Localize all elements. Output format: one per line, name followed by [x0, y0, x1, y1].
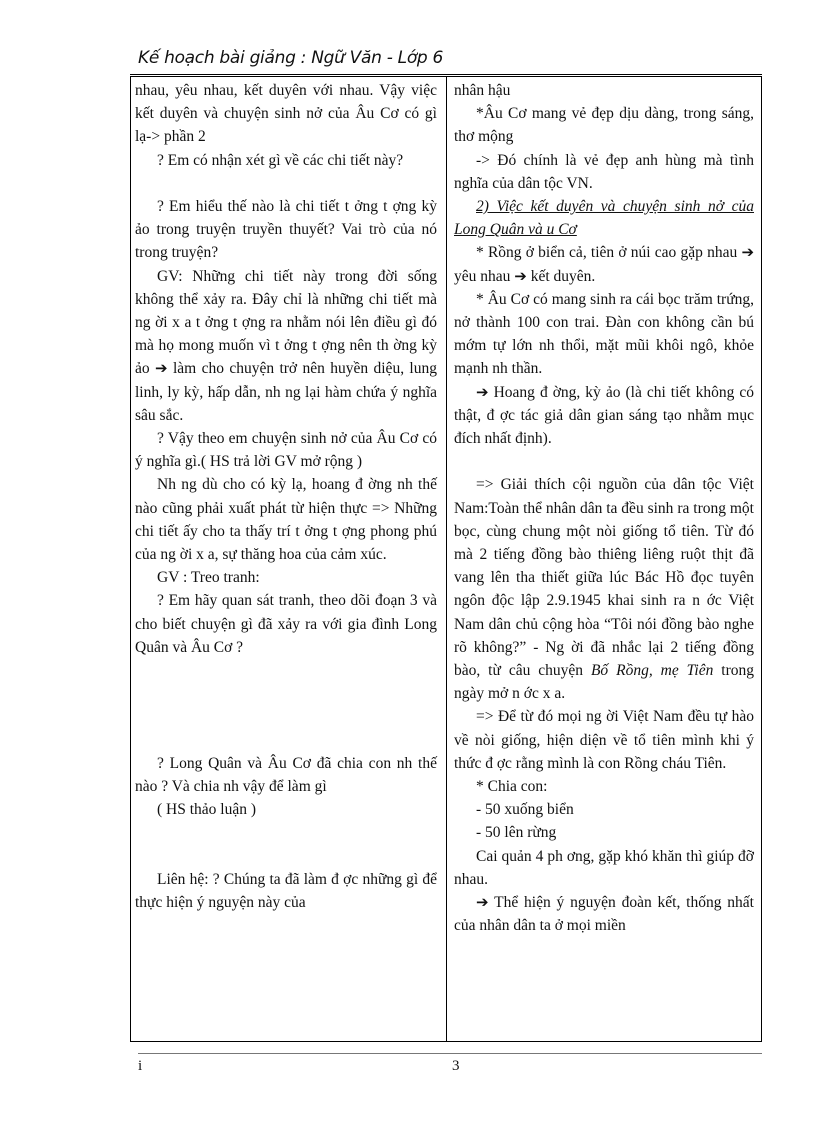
right-text-3: -> Đó chính là vẻ đẹp anh hùng mà tình nghĩa của dân tộc VN. — [454, 151, 754, 192]
content-column — [454, 79, 754, 938]
right-text-13: ➔ Thể hiện ý nguyện đoàn kết, thống nhất của nhân dân ta ở mọi miền — [454, 893, 754, 935]
right-text-11: - 50 lên rừng — [476, 824, 557, 842]
column-divider — [446, 77, 447, 1041]
left-text-2: Nh ng dù cho có kỳ lạ, hoang đ ờng nh thế nào cũng phải xuất phát từ hiện thực => Những chi tiết ấy cho ta thấy trí t ởng t ợng phong phú của ng ời x a, sự thăng hoa của cảm xúc. — [135, 476, 437, 564]
right-text-10: - 50 xuống biển — [476, 801, 574, 819]
right-text-2: *Âu Cơ mang vẻ đẹp dịu dàng, trong sáng, thơ mộng — [454, 105, 754, 146]
arrow-icon: ➔ — [476, 893, 489, 912]
right-text-7: => Giải thích cội nguồn của dân tộc Việt Nam:Toàn thể nhân dân ta đều sinh ra trong một bọc, cùng chung một nòi giống tổ tiên. Từ đó mà 2 tiếng đồng bào thiêng liêng ruột thịt đã vang lên tha thiết giữa lúc Bác Hồ đọc tuyên ngôn độc lập 2.9.1945 khai sinh ra n ớc Việt Nam dân chủ cộng hòa “Tôi nói đồng bào nghe rõ không?” - Ng ời đã nhắc lại 2 tiếng đồng bào, từ câu chuyện Bố Rồng, mẹ Tiên trong ngày mở n ớc x a. — [454, 476, 755, 703]
right-section-heading: 2) Việc kết duyên và chuyện sinh nở của Long Quân và u Cơ — [454, 198, 754, 239]
header-rule — [130, 74, 762, 75]
left-question-4: ? Em hãy quan sát tranh, theo dõi đoạn 3 và cho biết chuyện gì đã xảy ra với gia đình Long Quân và Âu Cơ ? — [135, 592, 437, 656]
lesson-table — [130, 76, 762, 1042]
footer-rule — [138, 1053, 762, 1054]
page-number: 3 — [452, 1058, 460, 1074]
page-header-title: Kế hoạch bài giảng : Ngữ Văn - Lớp 6 — [138, 48, 444, 68]
left-gv-picture: GV : Treo tranh: — [157, 569, 260, 587]
right-text-5: * Âu Cơ có mang sinh ra cái bọc trăm trứng, nở thành 100 con trai. Đàn con không cần bú mớm tự lớn nh thổi, mặt mũi khôi ngô, khỏe mạnh nh thần. — [454, 290, 754, 378]
arrow-icon: ➔ — [476, 382, 489, 401]
left-question-2: ? Em hiểu thế nào là chi tiết t ởng t ợng kỳ ảo trong truyện truyền thuyết? Vai trò của nó trong truyện? — [135, 198, 437, 262]
left-gv-note: GV: Những chi tiết này trong đời sống không thể xảy ra. Đây chỉ là những chi tiết mà ng ời x a t ởng t ợng ra nhằm nói lên điều gì đó mà họ mong muốn vì t ởng t ợng nên th ờng kỳ ảo ➔ làm cho chuyện trở nên huyền diệu, lung linh, ly kỳ, hấp dẫn, nh ng lại hàm chứa ý nghĩa sâu sắc. — [135, 267, 437, 424]
arrow-icon: ➔ — [514, 266, 527, 285]
left-discussion: ( HS thảo luận ) — [157, 801, 257, 819]
left-connection: Liên hệ: ? Chúng ta đã làm đ ợc những gì để thực hiện ý nguyện này của — [135, 870, 437, 912]
right-text-9: * Chia con: — [476, 778, 548, 796]
right-text-12: Cai quản 4 ph ơng, gặp khó khăn thì giúp đỡ nhau. — [454, 847, 754, 888]
left-question-3: ? Vậy theo em chuyện sinh nở của Âu Cơ có ý nghĩa gì.( HS trả lời GV mở rộng ) — [135, 430, 437, 471]
right-text-4: * Rồng ở biển cả, tiên ở núi cao gặp nhau ➔ yêu nhau ➔ kết duyên. — [454, 243, 755, 285]
left-question-5: ? Long Quân và Âu Cơ đã chia con nh thế nào ? Và chia nh vậy để làm gì — [135, 754, 437, 796]
left-text-1: nhau, yêu nhau, kết duyên với nhau. Vậy việc kết duyên và chuyện sinh nở của Âu Cơ có gì lạ-> phần 2 — [135, 82, 437, 146]
right-text-6: ➔ Hoang đ ờng, kỳ ảo (là chi tiết không có thật, đ ợc tác giả dân gian sáng tạo nhằm mục đích nhất định). — [454, 382, 755, 448]
arrow-icon: ➔ — [155, 359, 168, 378]
left-question-1: ? Em có nhận xét gì về các chi tiết này? — [157, 151, 404, 169]
right-text-1: nhân hậu — [454, 82, 511, 99]
teacher-column — [135, 79, 437, 914]
right-text-8: => Để từ đó mọi ng ời Việt Nam đều tự hào về nòi giống, hiện diện về tổ tiên mình khi ý thức đ ợc rằng mình là con Rồng cháu Tiên. — [454, 708, 754, 772]
footer-left: i — [138, 1058, 143, 1074]
arrow-icon: ➔ — [741, 243, 755, 262]
